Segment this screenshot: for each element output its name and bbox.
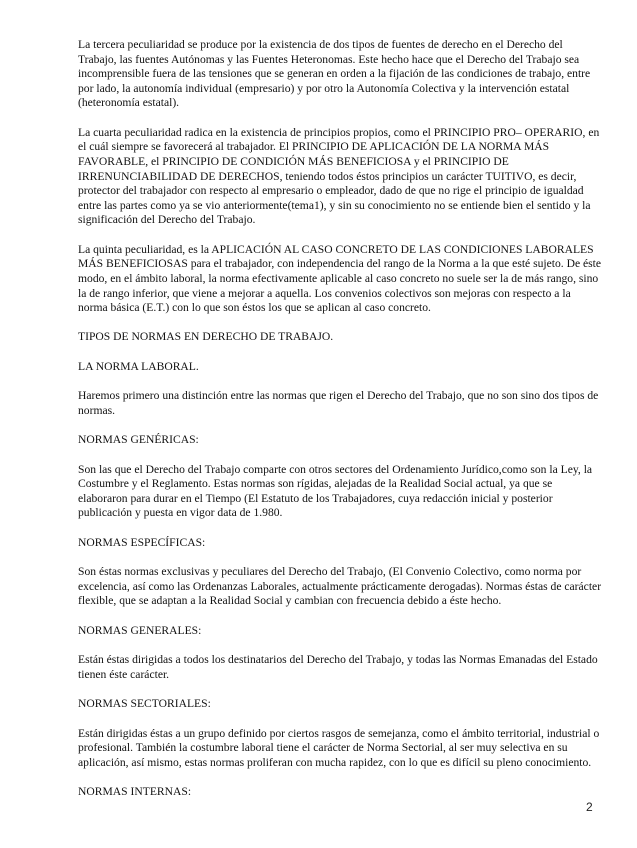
- heading-normas-genericas: NORMAS GENÉRICAS:: [78, 433, 199, 447]
- heading-tipos-de-normas: TIPOS DE NORMAS EN DERECHO DE TRABAJO.: [78, 330, 334, 344]
- heading-norma-laboral: LA NORMA LABORAL.: [78, 359, 199, 373]
- paragraph-normas-generales: Están éstas dirigidas a todos los destinatarios del Derecho del Trabajo, y todas las Normas Emanadas del Estado tienen éste carácter.: [78, 653, 598, 681]
- paragraph-distincion-normas: Haremos primero una distinción entre las normas que rigen el Derecho del Trabajo, que no son sino dos tipos de normas.: [78, 389, 599, 417]
- paragraph-normas-especificas: Son éstas normas exclusivas y peculiares del Derecho del Trabajo, (El Convenio Colectivo, como norma por excelencia, así como las Ordenanzas Laborales, actualmente prácticamente derogadas). Normas éstas de carácter flexible, que se adaptan a la Realidad Social y cambian con frecuencia debido a éste hecho.: [78, 565, 602, 608]
- document-body: [78, 38, 603, 815]
- paragraph-quinta-peculiaridad: La quinta peculiaridad, es la APLICACIÓN AL CASO CONCRETO DE LAS CONDICIONES LABORALES MÁS BENEFICIOSAS para el trabajador, con independencia del rango de la Norma a la que esté sujeto. De éste modo, en el ámbito laboral, la norma efectivamente aplicable al caso concreto no suele ser la de más rango, sino la de rango inferior, que viene a mejorar a aquella. Los convenios colectivos son mejoras con respecto a la norma básica (E.T.) con lo que son éstos los que se aplican al caso concreto.: [78, 242, 602, 315]
- paragraph-tercera-peculiaridad: La tercera peculiaridad se produce por la existencia de dos tipos de fuentes de derecho en el Derecho del Trabajo, las fuentes Autónomas y las Fuentes Heteronomas. Este hecho hace que el Derecho del Trabajo sea incomprensible fuera de las tensiones que se generan en orden a la fijación de las condiciones de trabajo, entre por lado, la autonomía individual (empresario) y por otro la Autonomía Colectiva y la intervención estatal (heteronomía estatal).: [78, 38, 591, 110]
- heading-normas-especificas: NORMAS ESPECÍFICAS:: [78, 535, 206, 549]
- page-number: 2: [586, 800, 593, 814]
- heading-normas-internas: NORMAS INTERNAS:: [78, 785, 192, 799]
- paragraph-normas-sectoriales: Están dirigidas éstas a un grupo definido por ciertos rasgos de semejanza, como el ámbito territorial, industrial o profesional. También la costumbre laboral tiene el carácter de Norma Sectorial, al ser muy selectiva en su aplicación, así mismo, estas normas proliferan con mucha rapidez, con lo que es difícil su pleno conocimiento.: [78, 726, 600, 769]
- heading-normas-sectoriales: NORMAS SECTORIALES:: [78, 697, 211, 711]
- paragraph-normas-genericas: Son las que el Derecho del Trabajo comparte con otros sectores del Ordenamiento Jurídico,como son la Ley, la Costumbre y el Reglamento. Estas normas son rígidas, alejadas de la Realidad Social actual, ya que se elaboraron para durar en el Tiempo (El Estatuto de los Trabajadores, cuya redacción inicial y posterior publicación y puesta en vigor data de 1.980.: [78, 462, 593, 520]
- paragraph-cuarta-peculiaridad: La cuarta peculiaridad radica en la existencia de principios propios, como el PRINCIPIO PRO– OPERARIO, en el cuál siempre se favorecerá al trabajador. El PRINCIPIO DE APLICACIÓN DE LA NORMA MÁS FAVORABLE, el PRINCIPIO DE CONDICIÓN MÁS BENEFICIOSA y el PRINCIPIO DE IRRENUNCIABILIDAD DE DERECHOS, teniendo todos éstos principios un carácter TUITIVO, es decir, protector del trabajador con respecto al empresario o empleador, dado de que no rige el principio de igualdad entre las partes como ya se vio anteriormente(tema1), y sin su conocimiento no se entiende bien el sentido y la significación del Derecho del Trabajo.: [78, 125, 600, 227]
- heading-normas-generales: NORMAS GENERALES:: [78, 623, 202, 637]
